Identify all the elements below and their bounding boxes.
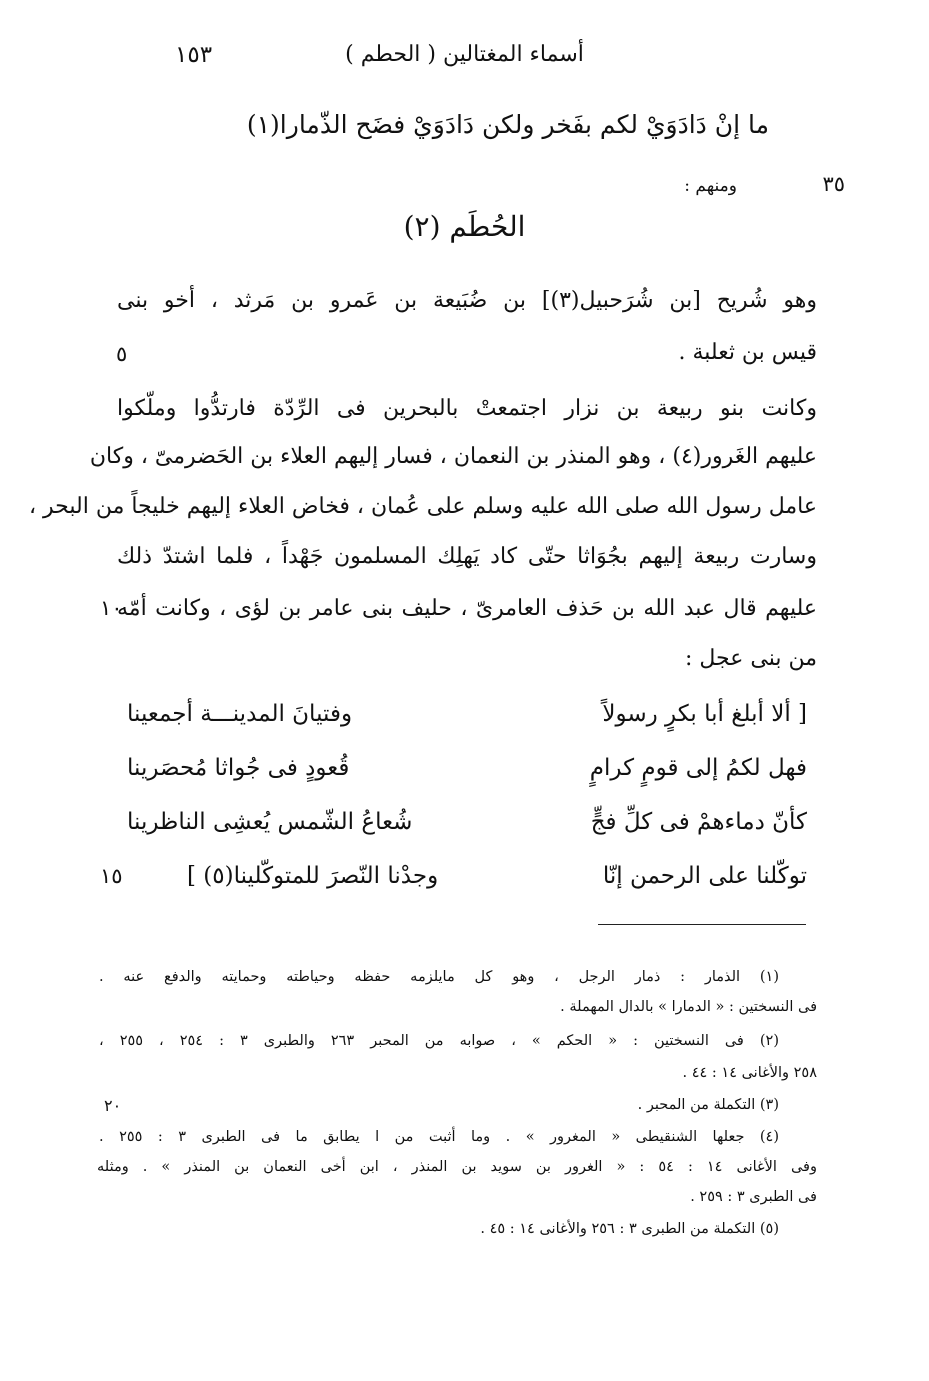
line-number-20: ٢٠	[104, 1096, 122, 1115]
intro-text: ومنهم :	[684, 176, 737, 196]
footnote-2-line-2: ٢٥٨ والأغانى ١٤ : ٤٤ .	[682, 1065, 817, 1081]
body-line-6: وسارت ربيعة إليهم بجُوَاثا حتّى كاد يَهلِك المسلمون جَهْداً ، فلما اشتدّ ذلك	[117, 544, 817, 569]
poem-verse-4-first: توكّلنا على الرحمن إنّا	[602, 863, 807, 889]
footnote-1-line-2: فى النسختين : « الدمارا » بالدال المهملة .	[560, 999, 817, 1015]
poem-verse-3-second: شُعاعُ الشّمس يُعشِى الناظرينا	[127, 809, 413, 835]
opening-verse: ما إنْ دَادَوَيْ لكم بفَخر ولكن دَادَوَيْ فضَح الذّمارا(١)	[246, 110, 769, 139]
poem-verse-2-second: قُعودٍ فى جُواثا مُحصَرينا	[127, 755, 350, 781]
poem-verse-4-second: وجدْنا النّصرَ للمتوكّلينا(٥) ]	[187, 863, 439, 889]
line-number-35: ٣٥	[822, 172, 845, 196]
body-line-2: قيس بن ثعلبة .	[678, 340, 817, 365]
footnote-5: (٥) التكملة من الطبرى ٣ : ٢٥٦ والأغانى ١٤ : ٤٥ .	[480, 1221, 779, 1237]
footnote-3: (٣) التكملة من المحبر .	[637, 1097, 779, 1113]
footnote-1-line-1: (١) الذمار : ذمار الرجل ، وهو كل مايلزمه حفظه وحياطته وحمايته والدفع عنه .	[99, 969, 779, 985]
poem-verse-1-first: [ ألا أبلغ أبا بكرٍ رسولاً	[602, 701, 807, 727]
line-number-10: ١٠	[100, 596, 123, 620]
footnote-2-line-1: (٢) فى النسختين : « الحكم » ، صوابه من المحبر ٢٦٣ والطبرى ٣ : ٢٥٤ ، ٢٥٥ ،	[99, 1033, 779, 1049]
body-line-7: عليهم قال عبد الله بن حَذف العامرىّ ، حليف بنى عامر بن لؤى ، وكانت أمّه	[117, 596, 817, 621]
poem-verse-3-first: كأنّ دماءهمْ فى كلِّ فجٍّ	[590, 809, 807, 835]
section-title: الحُطَم (٢)	[403, 210, 526, 243]
page-number: ١٥٣	[175, 42, 213, 68]
body-line-4: عليهم الغَرور(٤) ، وهو المنذر بن النعمان ، فسار إليهم العلاء بن الحَضرمىّ ، وكان	[89, 444, 817, 469]
footnote-4-line-3: فى الطبرى ٣ : ٢٥٩ .	[690, 1189, 817, 1205]
footnote-separator	[598, 924, 806, 925]
body-line-1: وهو شُريح [بن شُرَحبيل(٣)] بن ضُبَيعة بن عَمرو بن مَرثد ، أخو بنى	[117, 288, 817, 313]
body-line-8: من بنى عجل :	[684, 646, 817, 671]
line-number-5: ٥	[116, 342, 128, 366]
body-line-5: عامل رسول الله صلى الله عليه وسلم على عُمان ، فخاض العلاء إليهم خليجاً من البحر ،	[28, 494, 817, 519]
poem-verse-1-second: وفتيانَ المدينـــة أجمعينا	[127, 701, 353, 727]
footnote-4-line-2: وفى الأغانى ١٤ : ٥٤ : « الغرور بن سويد بن المنذر ، ابن أخى النعمان بن المنذر » . ومثله	[97, 1159, 817, 1175]
line-number-15: ١٥	[100, 864, 123, 888]
running-header-title: أسماء المغتالين ( الحطم )	[345, 42, 584, 67]
footnote-4-line-1: (٤) جعلها الشنقيطى « المغرور » . وما أثبت من ا يطابق ما فى الطبرى ٣ : ٢٥٥ .	[99, 1129, 780, 1145]
body-line-3: وكانت بنو ربيعة بن نزار اجتمعتْ بالبحرين فى الرِّدّة فارتدُّوا وملّكوا	[117, 396, 817, 421]
poem-verse-2-first: فهل لكمُ إلى قومٍ كرامٍ	[589, 755, 807, 781]
